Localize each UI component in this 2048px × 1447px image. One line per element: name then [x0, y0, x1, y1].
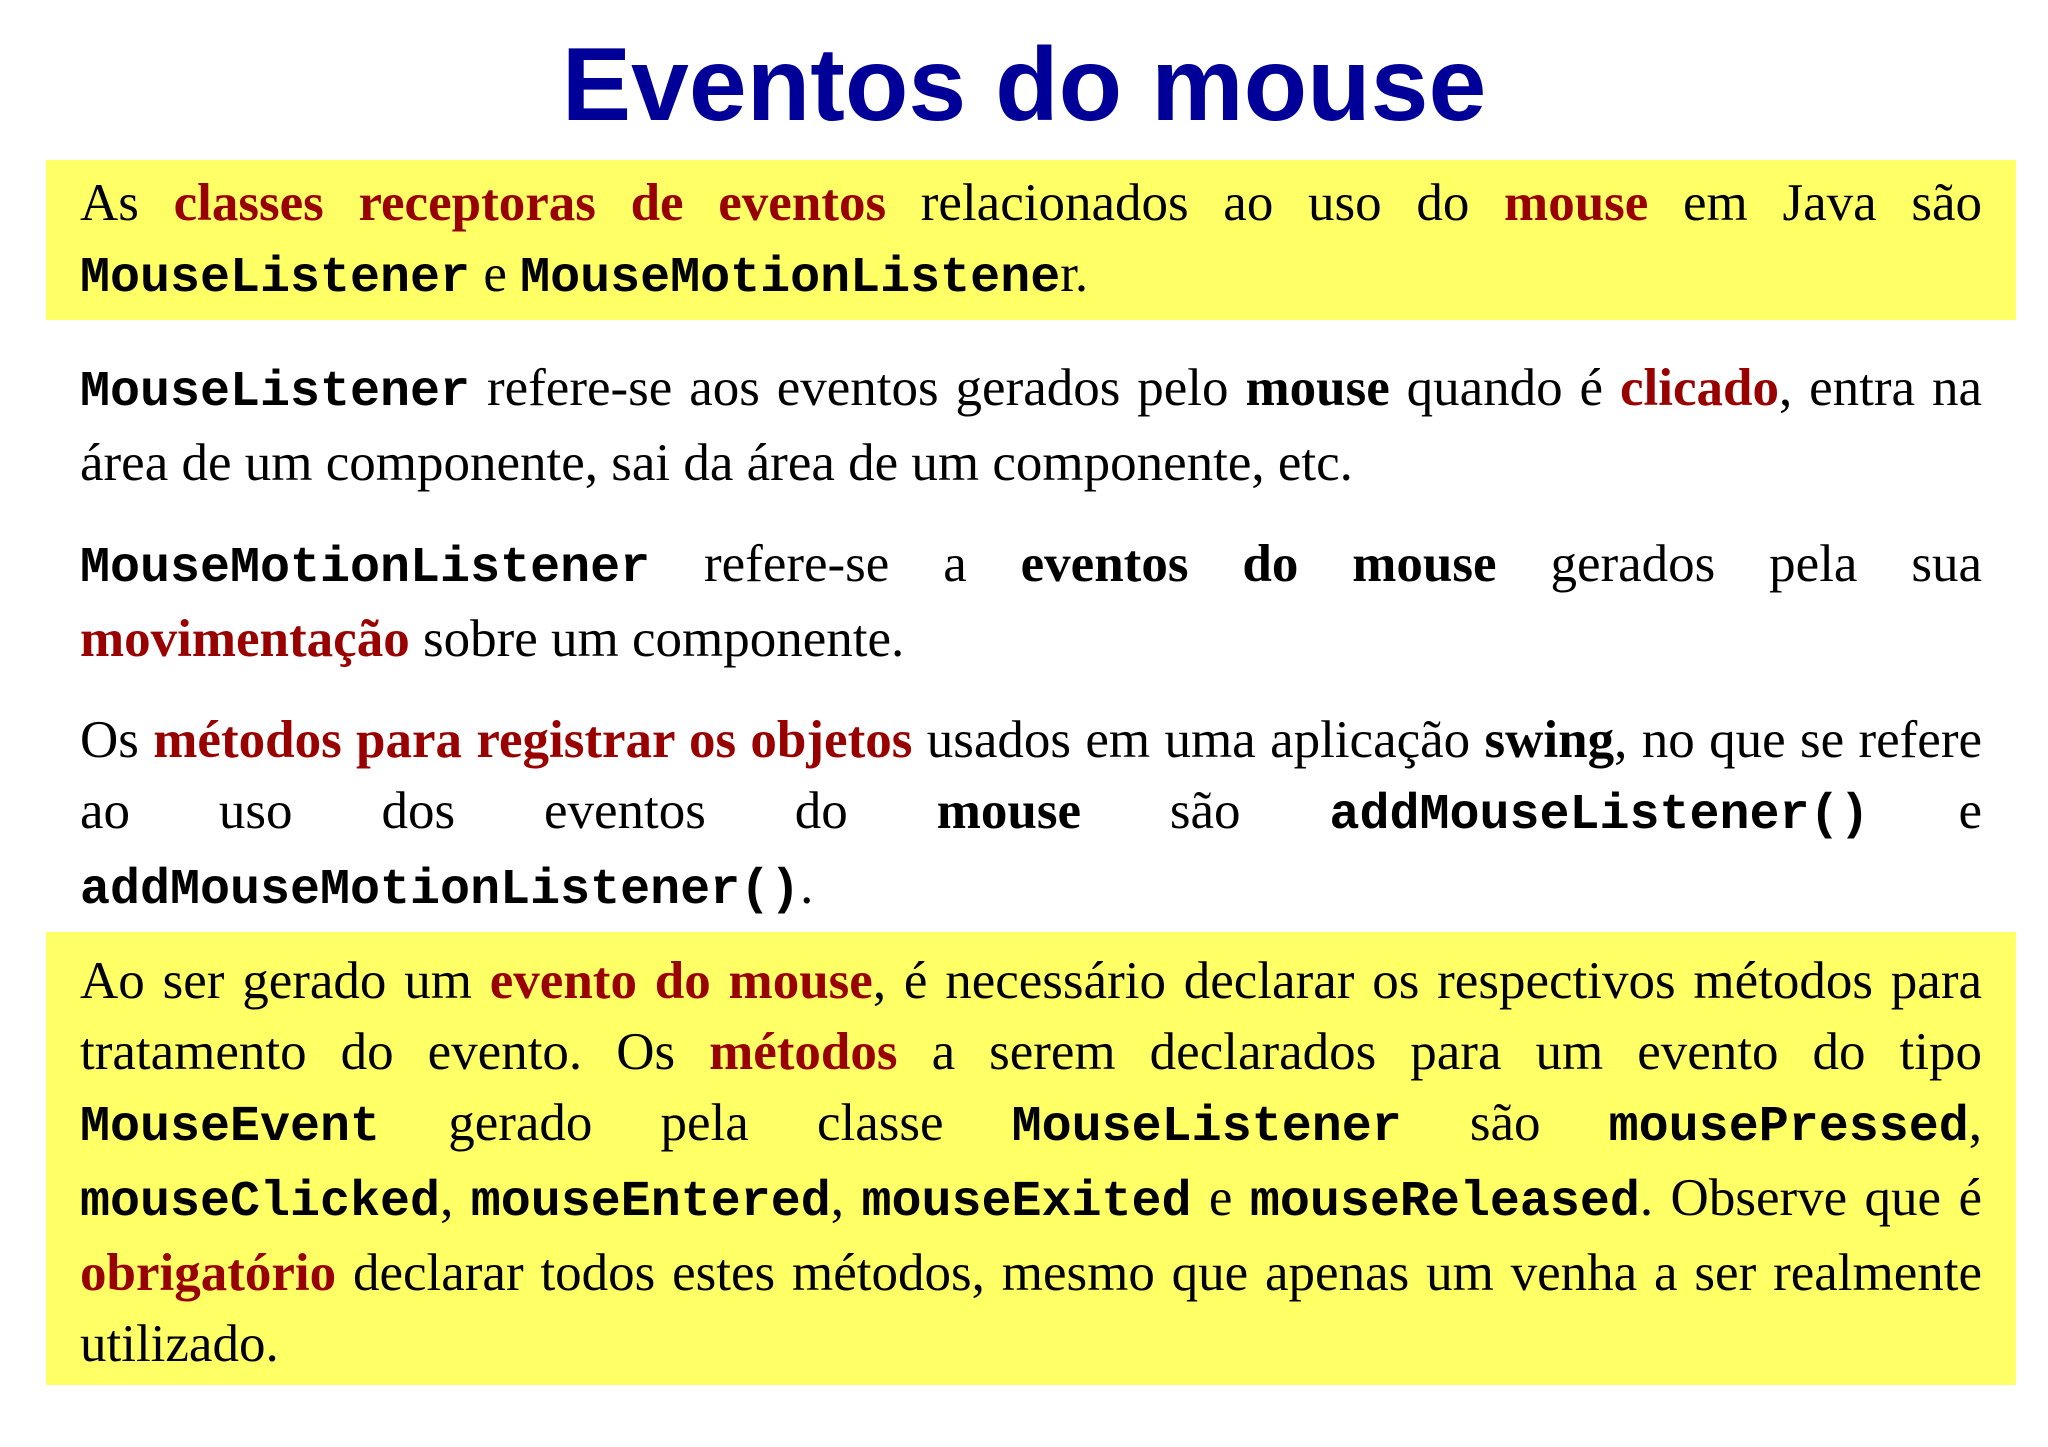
text: ,: [1968, 1094, 1982, 1152]
code-term: mouseExited: [861, 1174, 1192, 1231]
text: a serem declarados para um evento do tipo: [897, 1023, 1982, 1081]
code-term: mouseEntered: [470, 1174, 831, 1231]
code-term: MouseListener: [80, 364, 471, 421]
text: ,: [830, 1169, 862, 1227]
code-term: MouseEvent: [80, 1099, 381, 1156]
text: e: [470, 245, 521, 303]
bold-term: mouse: [1245, 359, 1390, 417]
text: . Observe que é: [1639, 1169, 1983, 1227]
code-term: mouseClicked: [80, 1174, 441, 1231]
bold-term: eventos do mouse: [1020, 535, 1497, 593]
text: são: [1081, 782, 1330, 840]
text: , entra na área de um componente, sai da área de um componente, etc.: [80, 359, 1982, 492]
highlight: métodos para registrar os objetos: [153, 711, 913, 769]
highlight: mouse: [1504, 174, 1649, 232]
text: quando é: [1389, 359, 1620, 417]
code-term: MouseListener: [80, 250, 471, 307]
text: em Java são: [1648, 174, 1982, 232]
code-term: MouseMotionListener: [80, 540, 651, 597]
intro-box: [46, 160, 2016, 320]
handler-methods-paragraph: [80, 946, 1982, 1380]
text: refere-se aos eventos gerados pelo: [470, 359, 1246, 417]
text: As: [80, 174, 174, 232]
code-term: MouseMotionListene: [520, 250, 1061, 307]
text: usados em uma aplicação: [912, 711, 1485, 769]
text: sobre um componente.: [409, 610, 905, 668]
mouselistener-paragraph: [80, 353, 1982, 499]
text: refere-se a: [650, 535, 1021, 593]
slide-title: Eventos do mouse: [561, 27, 1487, 143]
text: são: [1401, 1094, 1609, 1152]
text: gerados pela sua: [1496, 535, 1982, 593]
highlight: classes receptoras de eventos: [173, 174, 887, 232]
text: .: [800, 857, 814, 915]
handler-methods-box: [46, 932, 2016, 1385]
code-term: mousePressed: [1608, 1099, 1969, 1156]
register-methods-block: [46, 705, 2016, 926]
text: ,: [440, 1169, 471, 1227]
text: gerado pela classe: [380, 1094, 1012, 1152]
intro-paragraph: [80, 168, 1982, 314]
text: Ao ser gerado um: [80, 952, 490, 1010]
register-methods-paragraph: [80, 705, 1982, 926]
code-term: MouseListener: [1011, 1099, 1402, 1156]
mousemotionlistener-block: [46, 529, 2016, 675]
text: r.: [1060, 245, 1089, 303]
text: relacionados ao uso do: [886, 174, 1505, 232]
mousemotionlistener-paragraph: [80, 529, 1982, 675]
text: declarar todos estes métodos, mesmo que apenas um venha a ser realmente utilizado.: [80, 1244, 1982, 1373]
text: , no que se refere ao uso dos eventos do: [80, 711, 1982, 840]
code-term: addMouseMotionListener(): [80, 862, 801, 919]
highlight: evento do mouse: [489, 952, 873, 1010]
highlight: obrigatório: [80, 1244, 337, 1302]
text: Os: [80, 711, 154, 769]
text: e: [1191, 1169, 1250, 1227]
code-term: mouseReleased: [1249, 1174, 1640, 1231]
bold-term: swing: [1484, 711, 1615, 769]
bold-term: mouse: [936, 782, 1081, 840]
text: e: [1869, 782, 1982, 840]
code-term: addMouseListener(): [1329, 787, 1870, 844]
text: , é necessário declarar os respectivos métodos para tratamento do evento. Os: [80, 952, 1982, 1081]
highlight: métodos: [709, 1023, 898, 1081]
highlight: movimentação: [80, 610, 410, 668]
mouselistener-block: [46, 353, 2016, 499]
highlight: clicado: [1619, 359, 1779, 417]
